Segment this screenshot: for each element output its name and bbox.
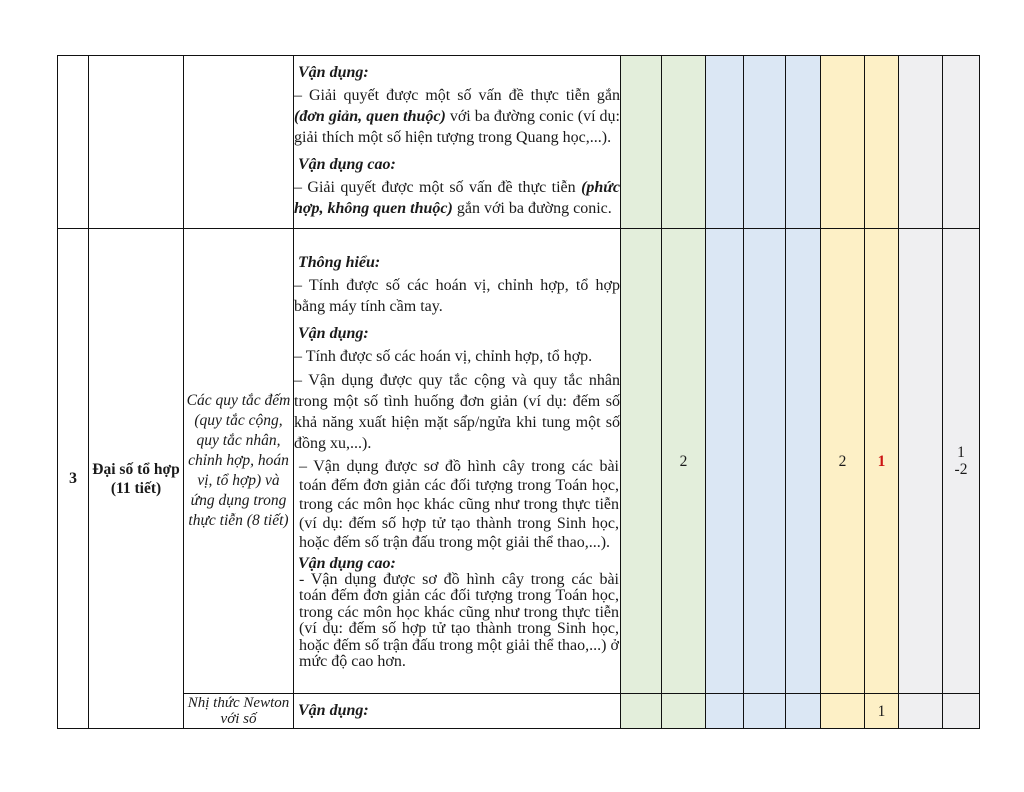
score-cell-green-1: [621, 56, 662, 229]
score-cell-blue-2: [744, 694, 786, 729]
score-cell-green-2: 2: [662, 229, 706, 694]
requirement-paragraph: - Vận dụng được sơ đồ hình cây trong các bài toán đếm đơn giản các đối tượng trong Toán học, trong các môn học khác cũng như trong thực tiễn (ví dụ: đếm số hợp tử tạo thành trong Sinh học, hoặc đếm số trận đấu trong một giải thể thao,...) ở mức độ cao hơn.: [299, 570, 619, 670]
score-cell-gray-2: [943, 229, 980, 694]
score-cell-blue-2: [744, 56, 786, 229]
score-cell-yellow-2: 1: [865, 229, 899, 694]
score-cell-green-2: [662, 56, 706, 229]
score-cell-blue-3: [786, 56, 821, 229]
table-row-conic: [58, 56, 980, 229]
curriculum-matrix-table: [57, 55, 980, 729]
requirement-paragraph: – Giải quyết được một số vấn đề thực tiễn (phức hợp, không quen thuộc) gắn với ba đường conic.: [294, 179, 620, 217]
requirement-paragraph: – Tính được số các hoán vị, chỉnh hợp, tổ hợp.: [294, 347, 593, 365]
topic-duration: (11 tiết): [110, 479, 162, 497]
level-heading-apply: Vận dụng:: [298, 324, 369, 342]
cell-unit-newton: Nhị thức Newton với số: [184, 694, 294, 729]
cell-requirements-conic: [294, 56, 621, 229]
score-cell-gray-2: [943, 694, 980, 729]
score-cell-gray-1: [899, 694, 943, 729]
level-heading-apply-high: Vận dụng cao:: [298, 554, 396, 572]
score-cell-green-1: [621, 229, 662, 694]
requirement-paragraph: – Giải quyết được một số vấn đề thực tiễn gắn (đơn giản, quen thuộc) với ba đường conic (ví dụ: giải thích một số hiện tượng trong Quang học,...).: [294, 87, 620, 146]
topic-name: Đại số tổ hợp: [92, 460, 180, 478]
requirement-paragraph: – Tính được số các hoán vị, chỉnh hợp, tổ hợp bằng máy tính cầm tay.: [294, 276, 620, 315]
score-cell-yellow-1: [821, 694, 865, 729]
score-cell-gray-1: [899, 56, 943, 229]
mark-line-2: -2: [954, 461, 968, 478]
cell-requirements-newton: [294, 694, 621, 729]
requirement-paragraph: – Vận dụng được sơ đồ hình cây trong các bài toán đếm đơn giản các đối tượng trong Toán học, trong các môn học khác cũng như trong thực tiễn (ví dụ: đếm số hợp tử tạo thành trong Sinh học, hoặc đếm số trận đấu trong một giải thể thao,...).: [299, 457, 619, 551]
cell-unit-empty: [184, 56, 294, 229]
score-cell-green-1: [621, 694, 662, 729]
score-cell-yellow-1: 2: [821, 229, 865, 694]
score-cell-yellow-1: [821, 56, 865, 229]
score-cell-green-2: [662, 694, 706, 729]
cell-stt-empty: [58, 56, 89, 229]
score-cell-blue-1: [706, 694, 744, 729]
score-cell-blue-3: [786, 694, 821, 729]
level-heading-apply: Vận dụng:: [298, 701, 369, 719]
score-cell-gray-2: [943, 56, 980, 229]
cell-row-number: 3: [58, 229, 89, 729]
level-heading-understand: Thông hiểu:: [298, 253, 381, 271]
score-cell-blue-3: [786, 229, 821, 694]
score-cell-blue-2: [744, 229, 786, 694]
cell-topic-daiso: [89, 229, 184, 729]
score-cell-yellow-2: 1: [865, 694, 899, 729]
mark-line-1: 1: [957, 444, 965, 461]
table-row-daiso-to-hop: [58, 229, 980, 694]
cell-requirements-daiso: [294, 229, 621, 694]
cell-topic-empty: [89, 56, 184, 229]
score-cell-yellow-2: [865, 56, 899, 229]
table-row-newton: [58, 694, 980, 729]
cell-unit-quy-tac-dem: Các quy tắc đếm (quy tắc cộng, quy tắc nhân, chỉnh hợp, hoán vị, tổ hợp) và ứng dụng trong thực tiễn (8 tiết): [184, 229, 294, 694]
level-heading-apply-high: Vận dụng cao:: [298, 156, 396, 173]
requirement-paragraph: – Vận dụng được quy tắc cộng và quy tắc nhân trong một số tình huống đơn giản (ví dụ: đếm số khả năng xuất hiện mặt sấp/ngửa khi tung một số đồng xu,...).: [294, 371, 620, 452]
score-cell-gray-1: [899, 229, 943, 694]
score-cell-blue-1: [706, 56, 744, 229]
score-cell-blue-1: [706, 229, 744, 694]
level-heading-apply: Vận dụng:: [298, 64, 369, 81]
